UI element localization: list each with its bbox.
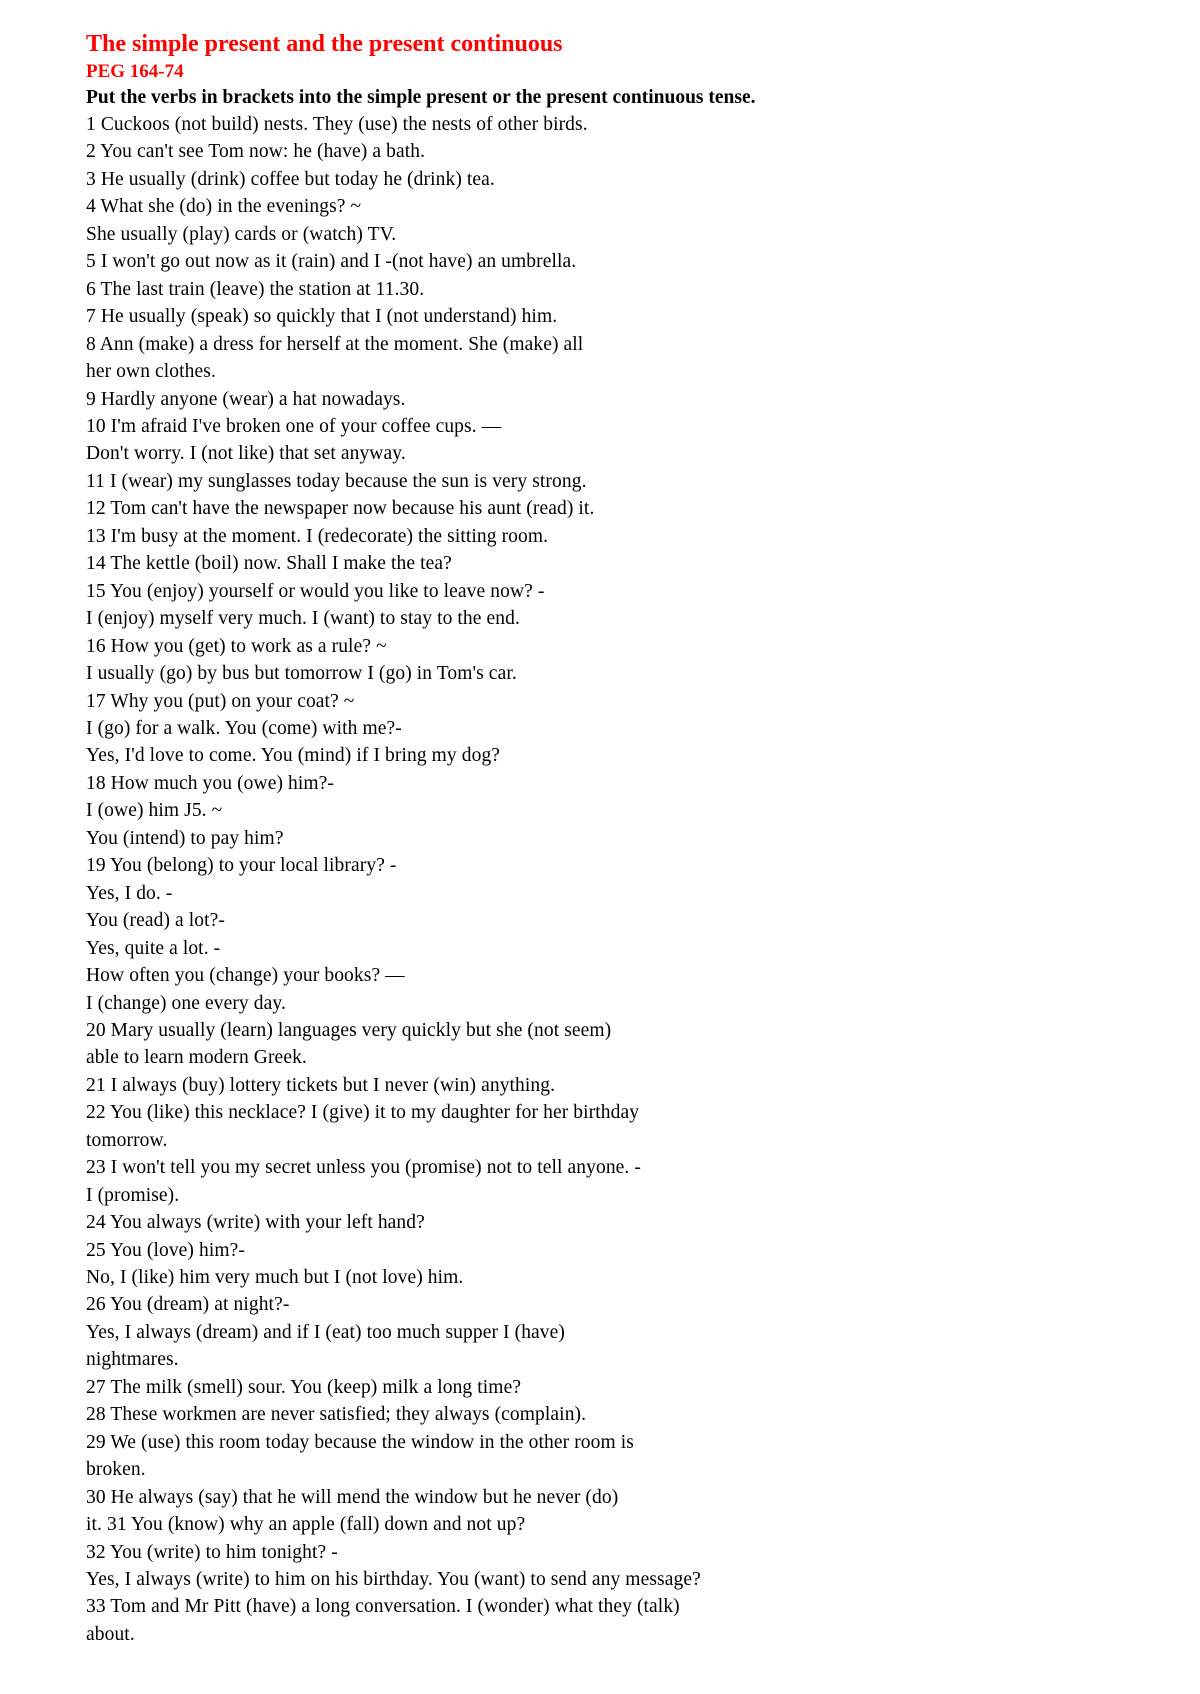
- exercise-line: 6 The last train (leave) the station at 11.30.: [86, 278, 425, 300]
- exercise-line: 18 How much you (owe) him?-: [86, 772, 335, 794]
- exercise-line: her own clothes.: [86, 361, 216, 383]
- exercise-line: 12 Tom can't have the newspaper now because his aunt (read) it.: [86, 498, 595, 520]
- exercise-line: I (go) for a walk. You (come) with me?-: [86, 717, 402, 739]
- exercise-line: I (change) one every day.: [86, 992, 286, 1014]
- exercise-line: 8 Ann (make) a dress for herself at the moment. She (make) all: [86, 333, 584, 355]
- exercise-line: nightmares.: [86, 1349, 179, 1371]
- exercise-line: about.: [86, 1623, 135, 1645]
- exercise-lines: [86, 111, 1146, 1648]
- exercise-line: No, I (like) him very much but I (not love) him.: [86, 1267, 464, 1289]
- exercise-line: 23 I won't tell you my secret unless you (promise) not to tell anyone. -: [86, 1157, 641, 1179]
- exercise-line: Yes, I'd love to come. You (mind) if I bring my dog?: [86, 745, 501, 767]
- exercise-line: 32 You (write) to him tonight? -: [86, 1541, 338, 1563]
- exercise-line: 22 You (like) this necklace? I (give) it to my daughter for her birthday: [86, 1102, 640, 1124]
- exercise-line: 17 Why you (put) on your coat? ~: [86, 690, 355, 712]
- page-title: The simple present and the present continuous: [86, 31, 563, 57]
- exercise-line: it. 31 You (know) why an apple (fall) down and not up?: [86, 1514, 526, 1536]
- exercise-line: 19 You (belong) to your local library? -: [86, 855, 397, 877]
- exercise-instruction: Put the verbs in brackets into the simple present or the present continuous tense.: [86, 87, 756, 108]
- exercise-line: 14 The kettle (boil) now. Shall I make the tea?: [86, 553, 452, 575]
- reference-subtitle: PEG 164-74: [86, 61, 184, 82]
- exercise-line: How often you (change) your books? —: [86, 965, 405, 987]
- exercise-line: 26 You (dream) at night?-: [86, 1294, 290, 1316]
- exercise-line: 11 I (wear) my sunglasses today because the sun is very strong.: [86, 470, 587, 492]
- exercise-line: 1 Cuckoos (not build) nests. They (use) the nests of other birds.: [86, 114, 588, 135]
- exercise-line: 27 The milk (smell) sour. You (keep) milk a long time?: [86, 1376, 522, 1398]
- exercise-line: broken.: [86, 1459, 146, 1481]
- exercise-line: 15 You (enjoy) yourself or would you like to leave now? -: [86, 580, 545, 602]
- exercise-line: Yes, I do. -: [86, 882, 173, 904]
- exercise-line: 29 We (use) this room today because the window in the other room is: [86, 1431, 634, 1453]
- exercise-line: She usually (play) cards or (watch) TV.: [86, 223, 397, 245]
- exercise-line: I (owe) him J5. ~: [86, 800, 223, 822]
- exercise-line: I usually (go) by bus but tomorrow I (go) in Tom's car.: [86, 663, 517, 685]
- exercise-line: 3 He usually (drink) coffee but today he (drink) tea.: [86, 168, 495, 190]
- exercise-line: Don't worry. I (not like) that set anyway.: [86, 443, 406, 465]
- exercise-line: 25 You (love) him?-: [86, 1239, 245, 1261]
- exercise-line: 33 Tom and Mr Pitt (have) a long conversation. I (wonder) what they (talk): [86, 1596, 680, 1618]
- exercise-line: 16 How you (get) to work as a rule? ~: [86, 635, 387, 657]
- exercise-line: Yes, quite a lot. -: [86, 937, 221, 959]
- exercise-line: 21 I always (buy) lottery tickets but I never (win) anything.: [86, 1074, 556, 1096]
- exercise-line: You (intend) to pay him?: [86, 827, 284, 849]
- exercise-line: able to learn modern Greek.: [86, 1047, 307, 1069]
- exercise-line: 28 These workmen are never satisfied; they always (complain).: [86, 1404, 587, 1426]
- exercise-line: 24 You always (write) with your left hand?: [86, 1212, 425, 1234]
- exercise-line: 9 Hardly anyone (wear) a hat nowadays.: [86, 388, 406, 410]
- exercise-line: 20 Mary usually (learn) languages very quickly but she (not seem): [86, 1019, 612, 1041]
- exercise-line: 7 He usually (speak) so quickly that I (not understand) him.: [86, 306, 558, 328]
- exercise-line: I (enjoy) myself very much. I (want) to stay to the end.: [86, 608, 520, 630]
- exercise-line: 10 I'm afraid I've broken one of your coffee cups. —: [86, 415, 502, 437]
- document-page: [86, 28, 1146, 1648]
- exercise-line: 30 He always (say) that he will mend the window but he never (do): [86, 1486, 619, 1508]
- exercise-line: 4 What she (do) in the evenings? ~: [86, 196, 362, 218]
- exercise-line: tomorrow.: [86, 1129, 168, 1151]
- exercise-line: 5 I won't go out now as it (rain) and I -(not have) an umbrella.: [86, 251, 577, 273]
- exercise-line: You (read) a lot?-: [86, 910, 225, 932]
- exercise-line: Yes, I always (dream) and if I (eat) too much supper I (have): [86, 1321, 565, 1343]
- exercise-line: I (promise).: [86, 1184, 180, 1206]
- exercise-line: 13 I'm busy at the moment. I (redecorate) the sitting room.: [86, 525, 549, 547]
- exercise-line: Yes, I always (write) to him on his birthday. You (want) to send any message?: [86, 1569, 701, 1591]
- exercise-line: 2 You can't see Tom now: he (have) a bath.: [86, 141, 426, 163]
